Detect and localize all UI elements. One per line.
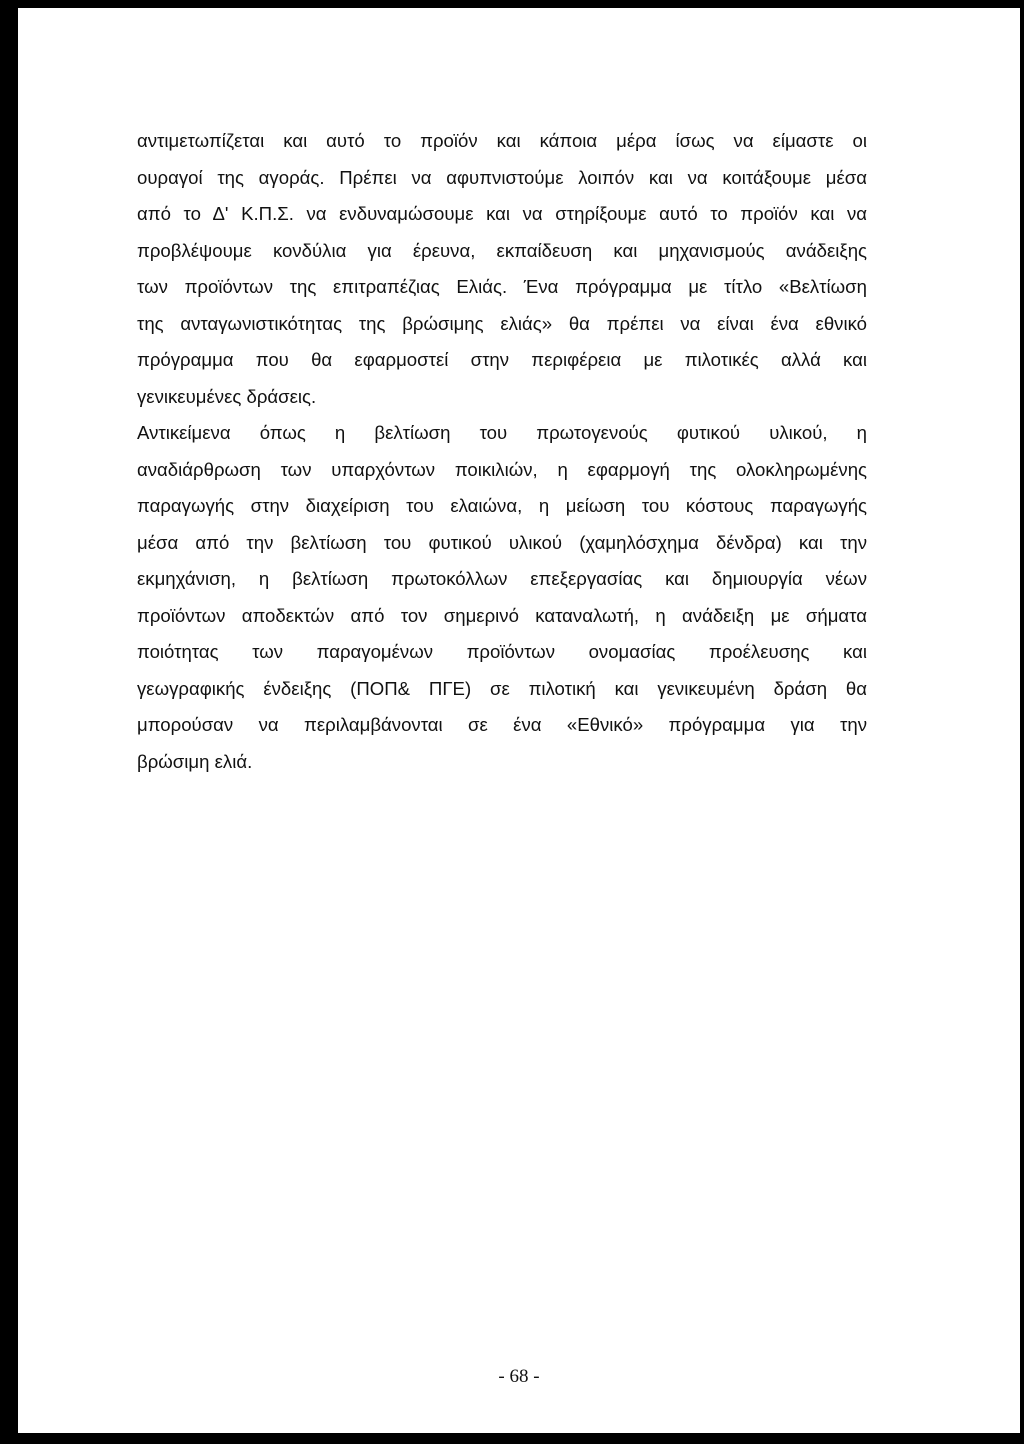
text-line: αντιμετωπίζεται και αυτό το προϊόν και κάποια μέρα ίσως να είμαστε οι xyxy=(137,130,867,151)
text-line: προϊόντων αποδεκτών από τον σημερινό καταναλωτή, η ανάδειξη με σήματα xyxy=(137,604,867,626)
document-page xyxy=(18,8,1020,1433)
text-line: από το Δ' Κ.Π.Σ. να ενδυναμώσουμε και να στηρίξουμε αυτό το προϊόν και να xyxy=(137,203,867,224)
text-line: ποιότητας των παραγομένων προϊόντων ονομασίας προέλευσης και xyxy=(137,641,867,662)
text-line: βρώσιμη ελιά. xyxy=(137,750,253,772)
text-line: μπορούσαν να περιλαμβάνονται σε ένα «Εθνικό» πρόγραμμα για την xyxy=(137,714,867,735)
text-line: πρόγραμμα που θα εφαρμοστεί στην περιφέρεια με πιλοτικές αλλά και xyxy=(137,349,867,370)
text-line: αναδιάρθρωση των υπαρχόντων ποικιλιών, η εφαρμογή της ολοκληρωμένης xyxy=(137,458,867,480)
text-line: προβλέψουμε κονδύλια για έρευνα, εκπαίδευση και μηχανισμούς ανάδειξης xyxy=(137,239,867,261)
text-line: γεωγραφικής ένδειξης (ΠΟΠ& ΠΓΕ) σε πιλοτική και γενικευμένη δράση θα xyxy=(137,677,867,699)
text-line: Αντικείμενα όπως η βελτίωση του πρωτογενούς φυτικού υλικού, η xyxy=(137,422,867,443)
text-line: ουραγοί της αγοράς. Πρέπει να αφυπνιστούμε λοιπόν και να κοιτάξουμε μέσα xyxy=(137,166,867,188)
page-number: - 68 - xyxy=(498,1366,540,1387)
text-line: μέσα από την βελτίωση του φυτικού υλικού (χαμηλόσχημα δένδρα) και την xyxy=(137,531,867,553)
body-text xyxy=(137,123,867,780)
text-line: της ανταγωνιστικότητας της βρώσιμης ελιάς» θα πρέπει να είναι ένα εθνικό xyxy=(137,312,867,334)
text-line: εκμηχάνιση, η βελτίωση πρωτοκόλλων επεξεργασίας και δημιουργία νέων xyxy=(137,568,867,589)
text-line: παραγωγής στην διαχείριση του ελαιώνα, η μείωση του κόστους παραγωγής xyxy=(137,495,867,516)
text-line: γενικευμένες δράσεις. xyxy=(137,385,317,407)
text-line: των προϊόντων της επιτραπέζιας Ελιάς. Ένα πρόγραμμα με τίτλο «Βελτίωση xyxy=(137,276,867,297)
